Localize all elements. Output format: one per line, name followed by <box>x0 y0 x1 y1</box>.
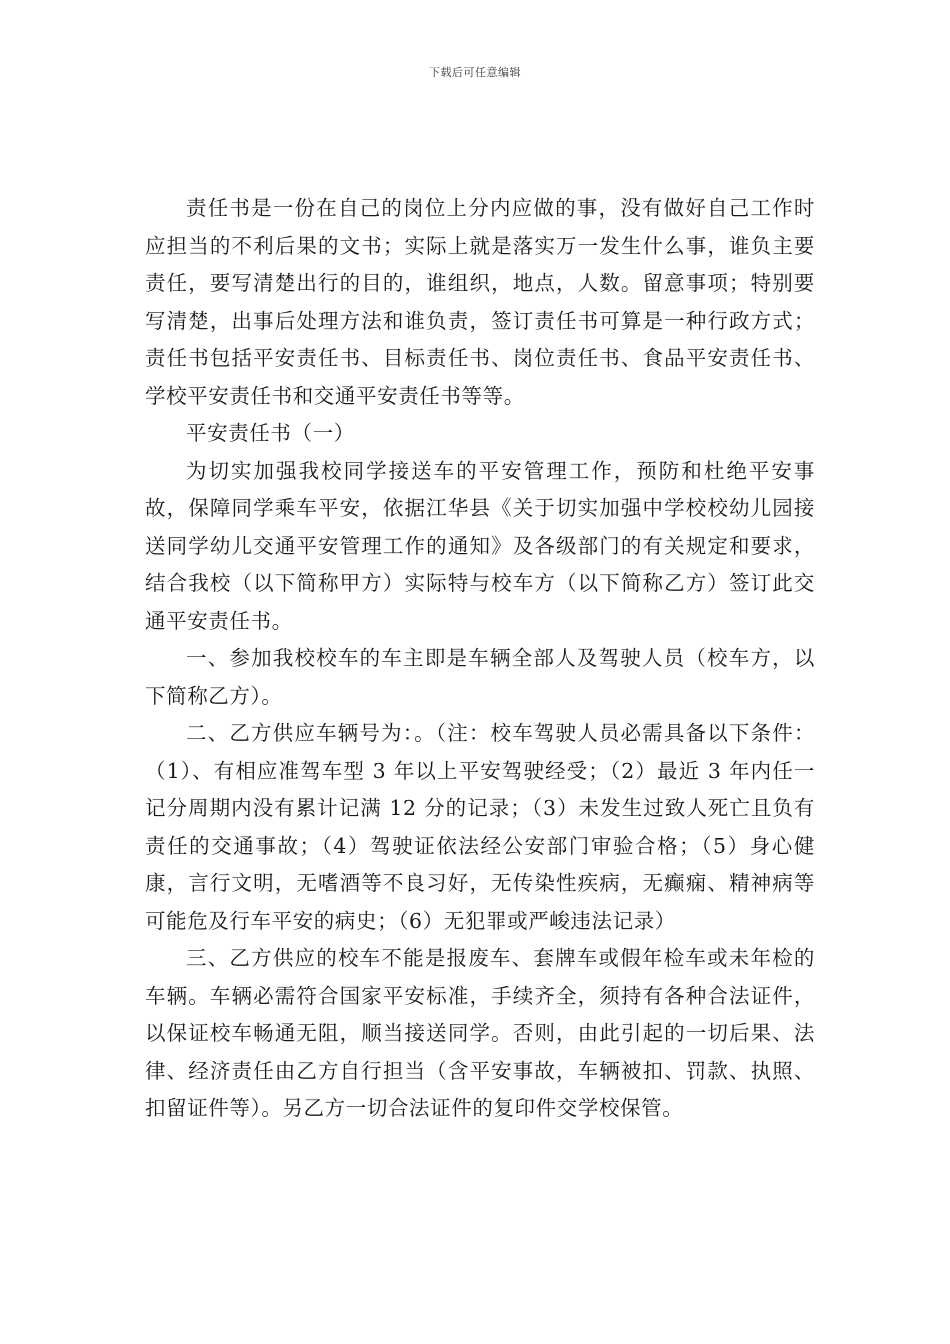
preamble-paragraph: 为切实加强我校同学接送车的平安管理工作，预防和杜绝平安事故，保障同学乘车平安，依据江华县《关于切实加强中学校校幼儿园接送同学幼儿交通平安管理工作的通知》及各级部门的有关规定和要求，结合我校（以下简称甲方）实际特与校车方（以下简称乙方）签订此交通平安责任书。 <box>145 458 815 633</box>
intro-paragraph: 责任书是一份在自己的岗位上分内应做的事，没有做好自己工作时应担当的不利后果的文书；实际上就是落实万一发生什么事，谁负主要责任，要写清楚出行的目的，谁组织，地点，人数。留意事项；特别要写清楚，出事后处理方法和谁负责，签订责任书可算是一种行政方式；责任书包括平安责任书、目标责任书、岗位责任书、食品平安责任书、学校平安责任书和交通平安责任书等等。 <box>145 196 815 408</box>
page-header: 下载后可任意编辑 <box>429 66 521 79</box>
clause-3-paragraph: 三、乙方供应的校车不能是报废车、套牌车或假年检车或未年检的车辆。车辆必需符合国家平安标准，手续齐全，须持有各种合法证件，以保证校车畅通无阻，顺当接送同学。否则，由此引起的一切后果、法律、经济责任由乙方自行担当（含平安事故，车辆被扣、罚款、执照、扣留证件等）。另乙方一切合法证件的复印件交学校保管。 <box>145 946 815 1120</box>
clause-1-paragraph: 一、参加我校校车的车主即是车辆全部人及驾驶人员（校车方，以下简称乙方）。 <box>145 646 815 708</box>
clause-2-paragraph: 二、乙方供应车辆号为：。（注：校车驾驶人员必需具备以下条件：（1）、有相应准驾车型 3 年以上平安驾驶经受；（2）最近 3 年内任一记分周期内没有累计记满 12 分的记录；（3）未发生过致人死亡且负有责任的交通事故；（4）驾驶证依法经公安部门审验合格；（5）身心健康，言行文明，无嗜酒等不良习好，无传染性疾病，无癫痫、精神病等可能危及行车平安的病史；（6）无犯罪或严峻违法记录） <box>145 721 815 933</box>
section-title: 平安责任书（一） <box>186 421 355 445</box>
document-body <box>145 190 815 1128</box>
